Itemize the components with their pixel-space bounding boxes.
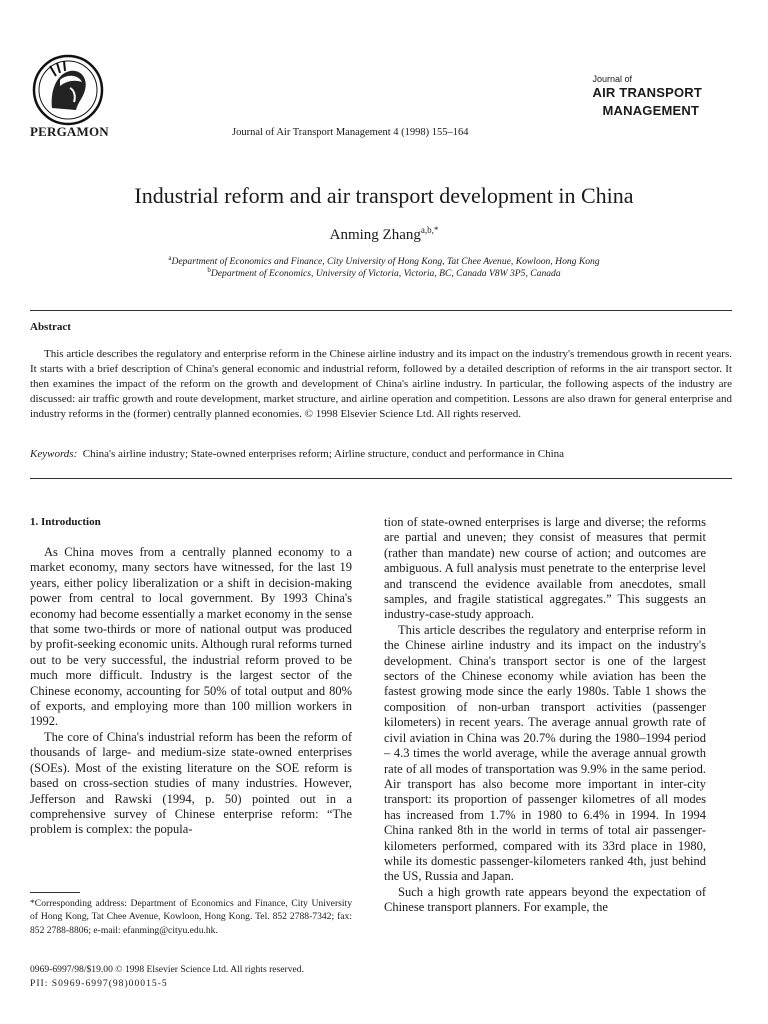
affiliation-text: Department of Economics, University of Victoria, Victoria, BC, Canada V8W 3P5, Canada <box>210 268 561 280</box>
publisher-name: PERGAMON <box>30 124 109 139</box>
affiliation-text: Department of Economics and Finance, City University of Hong Kong, Tat Chee Avenue, Kowloon, Hong Kong <box>171 256 600 268</box>
author-line <box>0 225 768 244</box>
author-name: Anming Zhang <box>329 227 421 243</box>
body-paragraph: This article describes the regulatory and enterprise reform in the Chinese airline industry and its impact on the industry's development. China's transport sector is one of the largest sectors of the Chinese economy while aviation has been the fastest growing mode since the early 1980s. Table 1 shows the composition of non-urban transport activities (passenger kilometers) in recent years. The average annual growth rate of civil aviation in China was 20.7% during the 1980–1994 period – 4.3 times the world average, while the average annual growth rate of all modes of transportation was 9.9% in the same period. Air transport has also become more important in inter-city transport: its proportion of passenger kilometres of all modes has increased from 1.7% in 1980 to 6.4% in 1994. In 1994 China ranked 8th in the world in terms of total air passenger-kilometers performed, compared with its 33rd place in 1980, while its domestic passenger-kilometers ranked 4th, just behind the US, Russia and Japan. <box>384 622 706 884</box>
keywords-text: China's airline industry; State-owned enterprises reform; Airline structure, conduct and performance in China <box>82 448 565 460</box>
journal-name-line1: AIR TRANSPORT <box>592 85 702 100</box>
journal-citation: Journal of Air Transport Management 4 (1998) 155–164 <box>232 127 469 138</box>
article-title: Industrial reform and air transport development in China <box>134 183 634 208</box>
body-paragraph: The core of China's industrial reform has been the reform of thousands of large- and medium-size state-owned enterprises (SOEs). Most of the existing literature on the SOE reform is based on cross-section studies of many industries. However, Jefferson and Rawski (1994, p. 50) pointed out in a comprehensive survey of Chinese enterprise reform: “The problem is complex: the popula- <box>30 729 352 837</box>
abstract-divider <box>30 478 732 479</box>
pergamon-logo <box>30 52 106 128</box>
abstract-heading: Abstract <box>30 321 71 333</box>
keywords-label: Keywords: <box>30 448 78 460</box>
author-marks: a,b,* <box>420 225 439 235</box>
keywords-line <box>30 448 564 460</box>
body-paragraph: tion of state-owned enterprises is large and diverse; the reforms are partial and uneven; they consist of measures that permit (rather than mandate) new course of action; and outcomes are ambiguous. A full analysis must penetrate to the enterprise level and transcend the evidence available from anecdotes, small samples, and fragile statistical aggregates.” This suggests an industry-case-study approach. <box>384 515 706 622</box>
corresponding-footnote: *Corresponding address: Department of Economics and Finance, City University of Hong Kong, Tat Chee Avenue, Kowloon, Hong Kong. Tel. 852 2788-7342; fax: 852 2788-8806; e-mail: efanming@cityu.edu.hk. <box>30 898 352 936</box>
section-heading: 1. Introduction <box>30 516 101 528</box>
affiliation-b <box>0 266 768 279</box>
journal-name-line2: MANAGEMENT <box>602 103 700 118</box>
journal-masthead <box>593 74 703 120</box>
abstract-body <box>30 347 732 422</box>
journal-of-label: Journal of <box>592 74 633 84</box>
left-column <box>30 545 352 838</box>
affiliation-mark: a <box>168 254 172 262</box>
body-paragraph: Such a high growth rate appears beyond the expectation of Chinese transport planners. For example, the <box>384 884 706 915</box>
right-column <box>384 515 706 916</box>
body-paragraph: As China moves from a centrally planned economy to a market economy, many sectors have witnessed, for the last 19 years, either policy liberalization or a shift in decision-making power from central to local government. By 1993 China's economy had become essentially a market economy in the sense that some two-thirds or more of national output was produced by profit-seeking economic units. Although rural reforms turned out to be very successful, the industrial reform proved to be much more difficult. Industry is the largest sector of the Chinese economy, accounting for 50% of total output and 80% of exports, and employing more than 100 million workers in 1992. <box>30 545 352 729</box>
affiliation-mark: b <box>207 266 211 274</box>
top-divider <box>30 310 732 311</box>
abstract-text: This article describes the regulatory and enterprise reform in the Chinese airline industry and its impact on the industry's tremendous growth in recent years. It starts with a brief description of China's general economic and industrial reform, followed by a detailed description of reforms in the air transport sector. It then examines the impact of the reform on the growth and development of China's airline industry. In particular, the following aspects of the industry are discussed: air traffic growth and route development, market structure, and airline operation and competition. Lessons are also drawn for general enterprise and industry reforms in the (former) centrally planned economies. © 1998 Elsevier Science Ltd. All rights reserved. <box>30 348 732 420</box>
issn-copyright: 0969-6997/98/$19.00 © 1998 Elsevier Science Ltd. All rights reserved. <box>30 964 304 975</box>
pii-line: PII: S0969-6997(98)00015-5 <box>30 978 168 989</box>
footnote-divider <box>30 892 80 893</box>
